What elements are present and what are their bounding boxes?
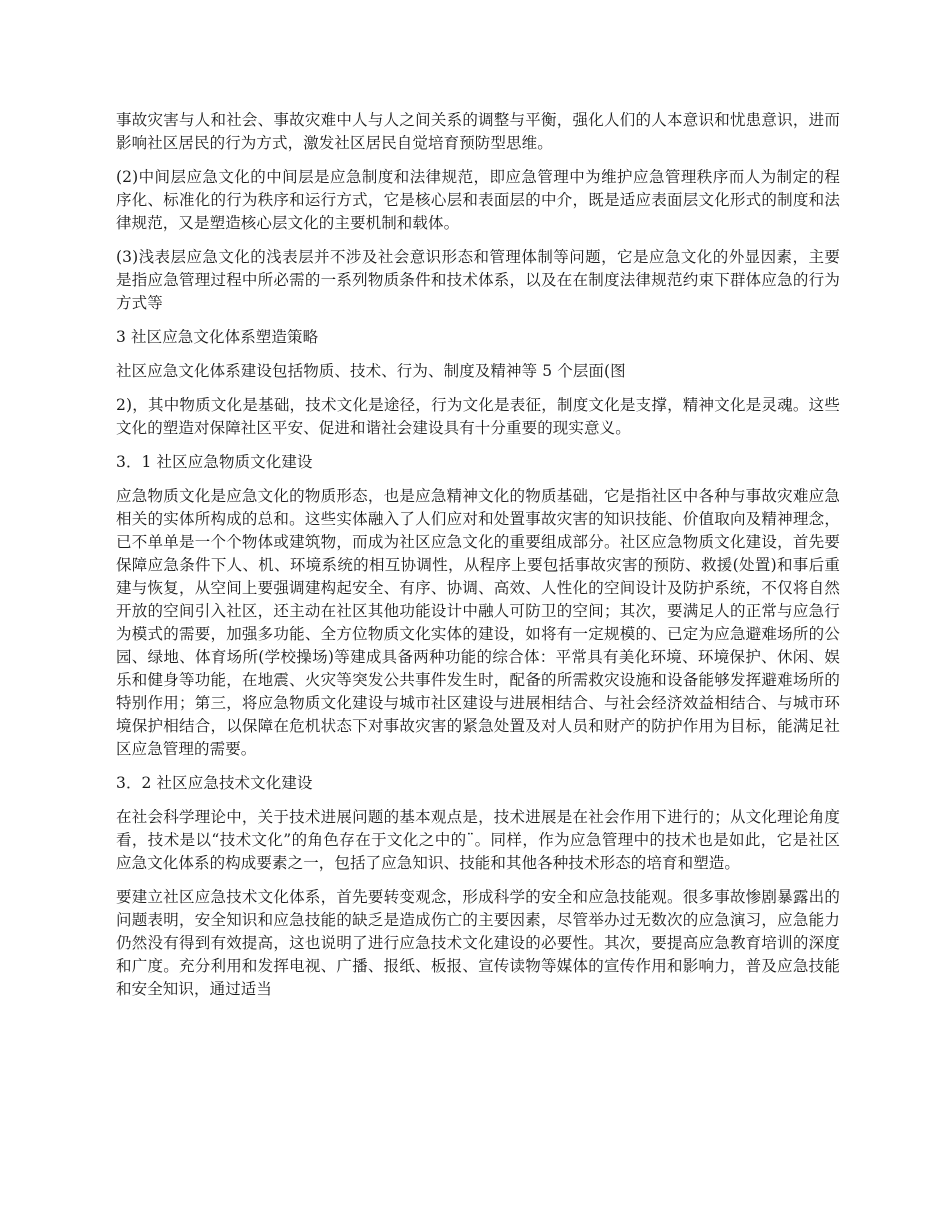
section-heading-3: 3 社区应急文化体系塑造策略	[116, 328, 319, 346]
paragraph-6: 应急物质文化是应急文化的物质形态，也是应急精神文化的物质基础，它是指社区中各种与事故灾难应急相关的实体所构成的总和。这些实体融入了人们应对和处置事故灾害的知识技能、价值取向及精神理念，已不单单是一个个物体或建筑物，而成为社区应急文化的重要组成部分。社区应急物质文化建设，首先要保障应急条件下人、机、环境系统的相互协调性，从程序上要包括事故灾害的预防、救援(处置)和事后重建与恢复，从空间上要强调建构起安全、有序、协调、高效、人性化的空间设计及防护系统，不仅将自然开放的空间引入社区，还主动在社区其他功能设计中融人可防卫的空间；其次，要满足人的正常与应急行为模式的需要，加强多功能、全方位物质文化实体的建设，如将有一定规模的、已定为应急避难场所的公园、绿地、体育场所(学校操场)等建成具备两种功能的综合体：平常具有美化环境、环境保护、休闲、娱乐和健身等功能，在地震、火灾等突发公共事件发生时，配备的所需救灾设施和设备能够发挥避难场所的特别作用；第三，将应急物质文化建设与城市社区建设与进展相结合、与社会经济效益相结合、与城市环境保护相结合，以保障在危机状态下对事故灾害的紧急处置及对人员和财产的防护作用为目标，能满足社区应急管理的需要。	[116, 487, 840, 758]
paragraph-8: 要建立社区应急技术文化体系，首先要转变观念，形成科学的安全和应急技能观。很多事故惨剧暴露出的问题表明，安全知识和应急技能的缺乏是造成伤亡的主要因素，尽管举办过无数次的应急演习，应急能力仍然没有得到有效提高，这也说明了进行应急技术文化建设的必要性。其次，要提高应急教育培训的深度和广度。充分利用和发挥电视、广播、报纸、板报、宣传读物等媒体的宣传作用和影响力，普及应急技能和安全知识，通过适当	[116, 888, 840, 998]
section-heading-3-1: 3．1 社区应急物质文化建设	[116, 453, 313, 471]
paragraph-3: (3)浅表层应急文化的浅表层并不涉及社会意识形态和管理体制等问题，它是应急文化的外显因素，主要是指应急管理过程中所必需的一系列物质条件和技术体系，以及在在制度法律规范约束下群体应急的行为方式等	[116, 248, 840, 312]
paragraph-7: 在社会科学理论中，关于技术进展问题的基本观点是，技术进展是在社会作用下进行的；从文化理论角度看，技术是以“技术文化”的角色存在于文化之中的¨。同样，作为应急管理中的技术也是如此，它是社区应急文化体系的构成要素之一，包括了应急知识、技能和其他各种技术形态的培育和塑造。	[116, 808, 840, 872]
paragraph-5: 2)，其中物质文化是基础，技术文化是途径，行为文化是表征，制度文化是支撑，精神文化是灵魂。这些文化的塑造对保障社区平安、促进和谐社会建设具有十分重要的现实意义。	[116, 396, 840, 437]
section-heading-3-2: 3．2 社区应急技术文化建设	[116, 774, 313, 792]
paragraph-1: 事故灾害与人和社会、事故灾难中人与人之间关系的调整与平衡，强化人们的人本意识和忧患意识，进而影响社区居民的行为方式，激发社区居民自觉培育预防型思维。	[116, 111, 840, 152]
paragraph-2: (2)中间层应急文化的中间层是应急制度和法律规范，即应急管理中为维护应急管理秩序而人为制定的程序化、标准化的行为秩序和运行方式，它是核心层和表面层的中介，既是适应表面层文化形式的制度和法律规范，又是塑造核心层文化的主要机制和载体。	[116, 168, 840, 232]
paragraph-4: 社区应急文化体系建设包括物质、技术、行为、制度及精神等 5 个层面(图	[116, 362, 626, 380]
document-page	[116, 109, 840, 1012]
